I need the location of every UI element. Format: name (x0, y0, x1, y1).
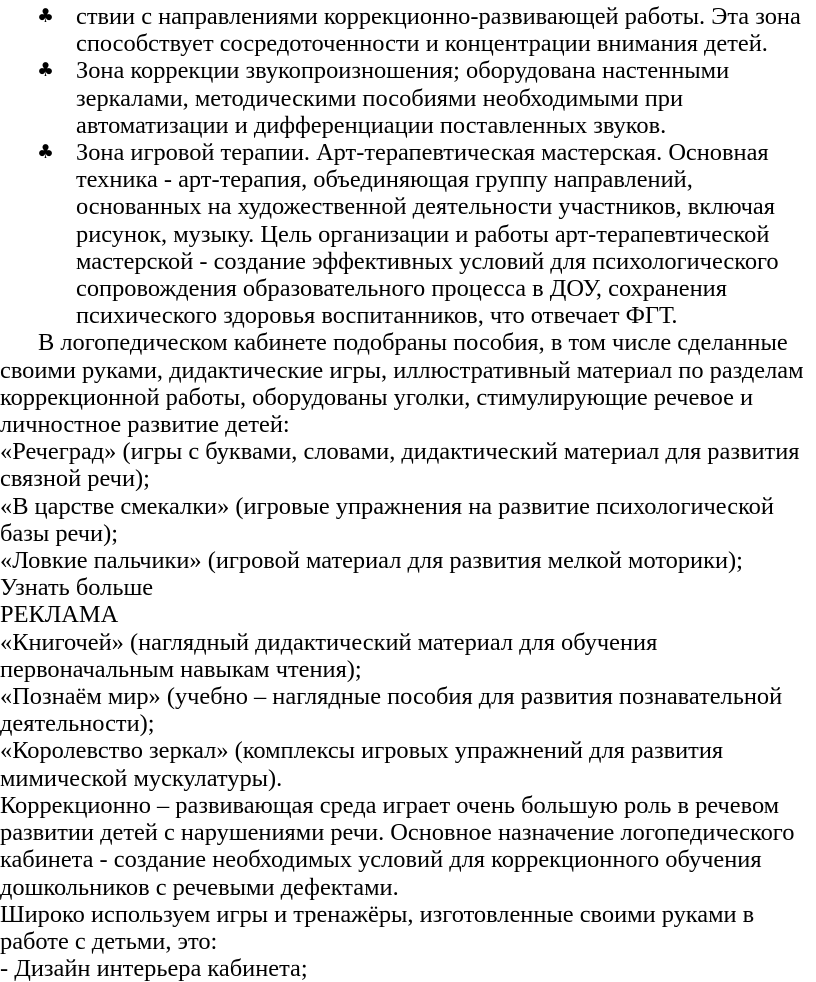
corner-item-knigochei: «Книгочей» (наглядный дидактический материал для обучения первоначальным навыкам чтения); (0, 628, 658, 683)
document-page (0, 3, 816, 982)
zones-bullet-list (0, 3, 816, 329)
corner-item-poznaem-mir: «Познаём мир» (учебно – наглядные пособия для развития познавательной деятельности); (0, 683, 783, 738)
corner-item-palchiki: «Ловкие пальчики» (игровой материал для развития мелкой моторики); (0, 547, 743, 575)
club-icon: ♣ (37, 59, 55, 82)
bullet-text: Зона игровой терапии. Арт-терапевтическая мастерская. Основная техника - арт-терапия, объединяющая группу направлений, основанных на художественной деятельности участников, включая рисунок, музыку. Цель организации и работы арт-терапевтической мастерской - создание эффективных условий для психологического сопровождения образовательного процесса в ДОУ, сохранения психического здоровья воспитанников, что отвечает ФГТ. (76, 139, 779, 330)
club-icon: ♣ (37, 5, 55, 27)
bullet-text: ствии с направлениями коррекционно-развивающей работы. Эта зона способствует сосредоточенности и концентрации внимания детей. (76, 3, 801, 58)
club-icon: ♣ (37, 141, 55, 164)
bullet-text: Зона коррекции звукопроизношения; оборудована настенными зеркалами, методическими пособиями необходимыми при автоматизации и дифференциации поставленных звуков. (76, 57, 730, 139)
intro-paragraph: В логопедическом кабинете подобраны пособия, в том числе сделанные своими руками, дидактические игры, иллюстративный материал по разделам коррекционной работы, оборудованы уголки, стимулирующие речевое и личностное развитие детей: (0, 329, 804, 439)
ad-label: РЕКЛАМА (0, 601, 119, 629)
games-paragraph: Широко используем игры и тренажёры, изготовленные своими руками в работе с детьми, это: (0, 900, 755, 955)
ad-learn-more-link[interactable]: Узнать больше (0, 574, 154, 602)
corner-item-korolevstvo-zerkal: «Королевство зеркал» (комплексы игровых упражнений для развития мимической мускулатуры). (0, 737, 724, 792)
bullet-item-game-therapy-zone (0, 139, 816, 329)
corner-item-rechegrad: «Речеград» (игры с буквами, словами, дидактический материал для развития связной речи); (0, 438, 800, 493)
bullet-item-sound-correction-zone (0, 57, 816, 139)
bullet-item-attention-zone (0, 3, 816, 57)
environment-paragraph: Коррекционно – развивающая среда играет очень большую роль в речевом развитии детей с нарушениями речи. Основное назначение логопедического кабинета - создание необходимых условий для коррекционного обучения дошкольников с речевыми дефектами. (0, 791, 795, 901)
corner-item-smekalka: «В царстве смекалки» (игровые упражнения на развитие психологической базы речи); (0, 492, 774, 547)
design-list-item: - Дизайн интерьера кабинета; (0, 955, 308, 982)
